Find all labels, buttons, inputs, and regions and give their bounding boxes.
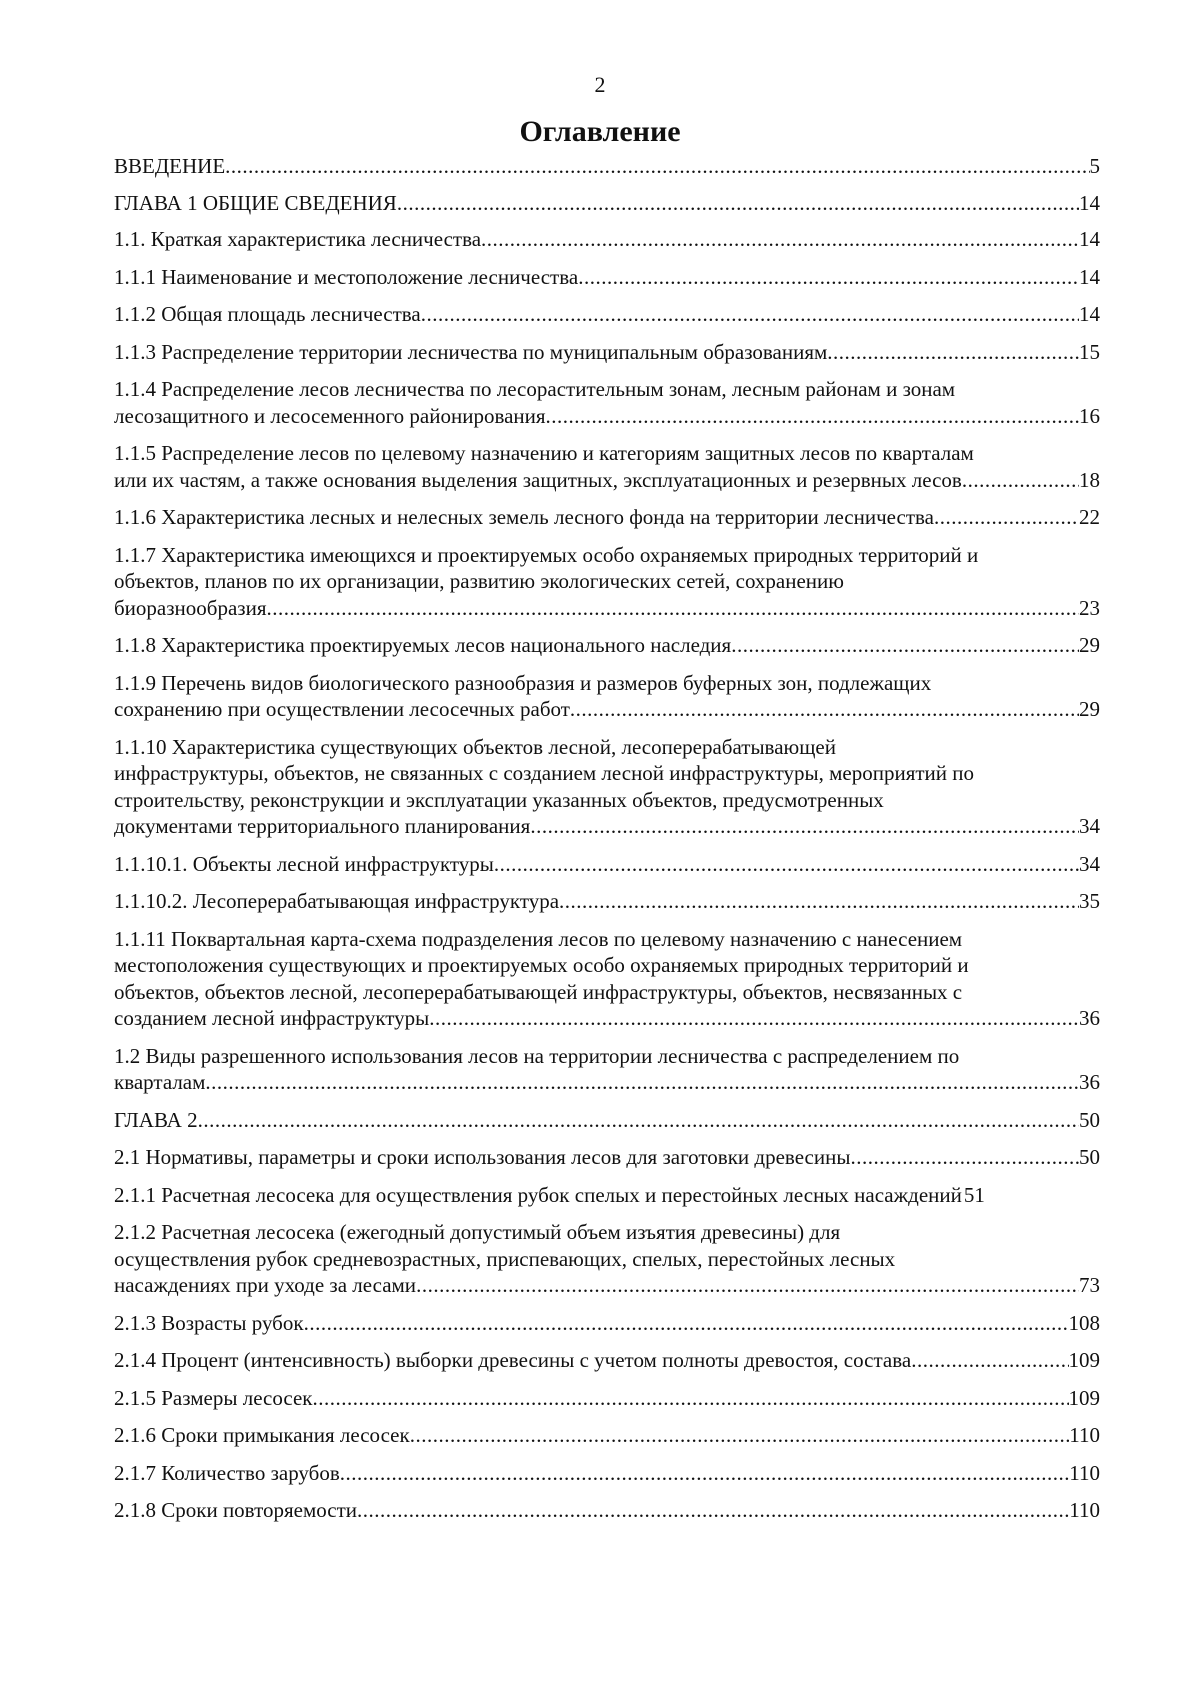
toc-entry-page: 14: [1079, 227, 1100, 251]
toc-entry[interactable]: [114, 339, 1100, 366]
toc-entry-line: объектов, планов по их организации, развитию экологических сетей, сохранению: [114, 569, 844, 593]
toc-entry-line: 1.2 Виды разрешенного использования лесов на территории лесничества с распределением по: [114, 1043, 960, 1068]
toc-entry[interactable]: [114, 1460, 1100, 1487]
toc-entry-title: биоразнообразия: [114, 595, 267, 620]
toc-entry-last-line: [114, 1497, 1100, 1524]
dot-leader: [481, 226, 1079, 253]
dot-leader: [416, 1272, 1079, 1299]
toc-entry-last-line: [114, 301, 1100, 328]
toc-entry[interactable]: [114, 153, 1100, 180]
dot-leader: [205, 1069, 1079, 1096]
toc-entry[interactable]: [114, 504, 1100, 531]
toc-entry-title: 1.1.10.1. Объекты лесной инфраструктуры: [114, 851, 494, 876]
dot-leader: [397, 190, 1079, 217]
toc-entry-page: 14: [1079, 264, 1100, 289]
toc-entry-title: ВВЕДЕНИЕ: [114, 154, 226, 178]
toc-entry[interactable]: [114, 1107, 1100, 1134]
toc-entry[interactable]: [114, 1182, 1100, 1209]
toc-entry-title: сохранению при осуществлении лесосечных работ: [114, 697, 570, 721]
dot-leader: [827, 339, 1079, 366]
toc-entry-line: объектов, объектов лесной, лесоперерабатывающей инфраструктуры, объектов, несвязанных с: [114, 979, 963, 1004]
toc-entry-line: инфраструктуры, объектов, не связанных с созданием лесной инфраструктуры, мероприятий по: [114, 761, 975, 785]
dot-leader: [731, 632, 1079, 659]
toc-entry-title: 2.1.3 Возрасты рубок: [114, 1310, 304, 1335]
toc-entry-title: или их частям, а также основания выделения защитных, эксплуатационных и резервных лесов: [114, 467, 962, 492]
toc-entry[interactable]: [114, 542, 1100, 622]
toc-entry-title: 2.1.8 Сроки повторяемости: [114, 1498, 358, 1522]
toc-entry-page: 109: [1068, 1385, 1100, 1410]
toc-entry-last-line: [114, 1385, 1100, 1412]
toc-entry[interactable]: [114, 440, 1100, 493]
toc-entry[interactable]: [114, 734, 1100, 840]
toc-entry-page: 29: [1079, 697, 1100, 721]
dot-leader: [570, 696, 1079, 723]
toc-entry-page: 73: [1079, 1273, 1100, 1297]
toc-entry-last-line: [114, 595, 1100, 622]
dot-leader: [198, 1107, 1079, 1134]
toc-entry-last-line: [114, 1144, 1100, 1171]
dot-leader: [421, 301, 1079, 328]
toc-entry-page: 22: [1079, 505, 1100, 529]
dot-leader: [578, 264, 1079, 291]
toc-entry-title: 2.1.7 Количество зарубов: [114, 1460, 340, 1485]
toc-entry-last-line: [114, 1005, 1100, 1032]
toc-entry-last-line: [114, 1422, 1100, 1449]
toc-entry-page: 34: [1079, 851, 1100, 876]
toc-entry-line: местоположения существующих и проектируемых особо охраняемых природных территорий и: [114, 953, 969, 977]
dot-leader: [494, 851, 1079, 878]
toc-entry-last-line: [114, 504, 1100, 531]
toc-entry-last-line: [114, 632, 1100, 659]
toc-entry-title: 1.1. Краткая характеристика лесничества: [114, 227, 482, 251]
toc-entry-line: 2.1.2 Расчетная лесосека (ежегодный допустимый объем изъятия древесины) для: [114, 1220, 841, 1244]
toc-entry-title: ГЛАВА 2: [114, 1107, 198, 1132]
toc-entry[interactable]: [114, 1497, 1100, 1524]
toc-entry-last-line: [114, 264, 1100, 291]
toc-entry-title: документами территориального планирования: [114, 814, 531, 838]
toc-entry[interactable]: [114, 1219, 1100, 1299]
toc-entry-page: 18: [1079, 467, 1100, 492]
toc-entry-last-line: [114, 1460, 1100, 1487]
toc-entry-title: 1.1.2 Общая площадь лесничества: [114, 302, 421, 326]
toc-entry[interactable]: [114, 670, 1100, 723]
toc-entry-last-line: [114, 467, 1100, 494]
dot-leader: [962, 467, 1079, 494]
toc-entry-page: 15: [1079, 339, 1100, 364]
toc-entry[interactable]: [114, 1310, 1100, 1337]
toc-entry-title: 2.1.6 Сроки примыкания лесосек: [114, 1423, 410, 1447]
toc-entry-last-line: [114, 1069, 1100, 1096]
toc-entry-last-line: [114, 888, 1100, 915]
toc-entry-line: строительству, реконструкции и эксплуатации указанных объектов, предусмотренных: [114, 787, 884, 812]
toc-entry-page: 14: [1079, 190, 1100, 215]
toc-entry-last-line: [114, 339, 1100, 366]
toc-entry-title: 1.1.1 Наименование и местоположение лесничества: [114, 264, 579, 289]
toc-entry[interactable]: [114, 1385, 1100, 1412]
toc-entry-last-line: [114, 1107, 1100, 1134]
toc-entry[interactable]: [114, 301, 1100, 328]
toc-entry[interactable]: [114, 632, 1100, 659]
toc-entry-page: 108: [1068, 1310, 1100, 1335]
toc-entry-page: 16: [1079, 403, 1100, 428]
toc-entry-title: 1.1.10.2. Лесоперерабатывающая инфраструктура: [114, 889, 560, 913]
toc-entry-page: 35: [1079, 889, 1100, 913]
toc-entry-line: 1.1.4 Распределение лесов лесничества по лесорастительным зонам, лесным районам и зонам: [114, 377, 956, 401]
toc-entry-title: кварталам: [114, 1070, 206, 1094]
toc-entry-last-line: [114, 153, 1100, 180]
dot-leader: [530, 813, 1079, 840]
dot-leader: [304, 1310, 1069, 1337]
toc-entry[interactable]: [114, 926, 1100, 1032]
toc-entry-title: лесозащитного и лесосеменного районирования: [114, 403, 546, 428]
toc-entry[interactable]: [114, 1347, 1100, 1374]
toc-entry-line: 1.1.7 Характеристика имеющихся и проектируемых особо охраняемых природных территорий и: [114, 542, 979, 567]
toc-entry-title: ГЛАВА 1 ОБЩИЕ СВЕДЕНИЯ: [114, 190, 397, 215]
toc-entry[interactable]: [114, 264, 1100, 291]
toc-entry-title: насаждениях при уходе за лесами: [114, 1273, 417, 1297]
toc-entry-page: 51: [963, 1182, 985, 1207]
toc-entry-page: 110: [1069, 1460, 1100, 1485]
toc-entry-last-line: [114, 1272, 1100, 1299]
dot-leader: [546, 403, 1079, 430]
toc-entry-line: 1.1.9 Перечень видов биологического разнообразия и размеров буферных зон, подлежащих: [114, 670, 932, 695]
toc-entry-page: 34: [1079, 814, 1100, 838]
table-of-contents: [114, 153, 1100, 1535]
toc-entry-page: 109: [1068, 1348, 1100, 1372]
toc-entry-title: 1.1.8 Характеристика проектируемых лесов национального наследия: [114, 633, 732, 657]
dot-leader: [313, 1385, 1069, 1412]
toc-entry-title: 2.1.1 Расчетная лесосека для осуществления рубок спелых и перестойных лесных насаждений: [114, 1182, 962, 1207]
toc-entry-page: 50: [1079, 1107, 1100, 1132]
toc-entry-last-line: [114, 1347, 1100, 1374]
toc-entry-title: 2.1 Нормативы, параметры и сроки использования лесов для заготовки древесины: [114, 1145, 851, 1169]
dot-leader: [266, 595, 1079, 622]
toc-entry-title: 1.1.3 Распределение территории лесничества по муниципальным образованиям: [114, 339, 828, 364]
dot-leader: [850, 1144, 1079, 1171]
toc-entry-page: 5: [1089, 154, 1100, 178]
toc-entry-page: 36: [1079, 1006, 1100, 1030]
toc-entry-title: созданием лесной инфраструктуры: [114, 1006, 430, 1030]
toc-entry-page: 23: [1079, 595, 1100, 620]
toc-entry[interactable]: [114, 888, 1100, 915]
toc-entry-last-line: [114, 190, 1100, 217]
toc-entry-page: 36: [1079, 1070, 1100, 1094]
toc-entry[interactable]: [114, 1144, 1100, 1171]
toc-entry-line: 1.1.5 Распределение лесов по целевому назначению и категориям защитных лесов по кварталам: [114, 441, 974, 465]
toc-entry-last-line: [114, 851, 1100, 878]
toc-entry-last-line: [114, 1182, 1100, 1209]
dot-leader: [340, 1460, 1070, 1487]
toc-entry-line: осуществления рубок средневозрастных, приспевающих, спелых, перестойных лесных: [114, 1246, 896, 1271]
toc-entry-line: 1.1.11 Поквартальная карта-схема подразделения лесов по целевому назначению с нанесением: [114, 926, 963, 951]
toc-entry[interactable]: [114, 376, 1100, 429]
toc-entry[interactable]: [114, 1043, 1100, 1096]
toc-entry-title: 1.1.6 Характеристика лесных и нелесных земель лесного фонда на территории лесничества: [114, 505, 934, 529]
page-number: 2: [594, 72, 606, 97]
toc-entry-page: 110: [1069, 1498, 1100, 1522]
toc-entry-line: 1.1.10 Характеристика существующих объектов лесной, лесоперерабатывающей: [114, 734, 836, 759]
dot-leader: [429, 1005, 1079, 1032]
dot-leader: [911, 1347, 1068, 1374]
toc-entry-last-line: [114, 226, 1100, 253]
toc-entry-page: 14: [1079, 302, 1100, 326]
dot-leader: [934, 504, 1079, 531]
toc-entry-page: 29: [1079, 633, 1100, 657]
toc-entry-last-line: [114, 813, 1100, 840]
toc-entry-last-line: [114, 696, 1100, 723]
toc-entry-page: 110: [1069, 1423, 1100, 1447]
dot-leader: [410, 1422, 1070, 1449]
toc-entry-title: 2.1.5 Размеры лесосек: [114, 1385, 313, 1410]
toc-entry[interactable]: [114, 226, 1100, 253]
toc-entry[interactable]: [114, 851, 1100, 878]
page-title: Оглавление: [519, 115, 681, 148]
dot-leader: [559, 888, 1079, 915]
toc-entry-last-line: [114, 1310, 1100, 1337]
toc-entry[interactable]: [114, 190, 1100, 217]
dot-leader: [225, 153, 1089, 180]
toc-entry[interactable]: [114, 1422, 1100, 1449]
dot-leader: [357, 1497, 1069, 1524]
toc-entry-title: 2.1.4 Процент (интенсивность) выборки древесины с учетом полноты древостоя, состава: [114, 1348, 912, 1372]
toc-entry-page: 50: [1079, 1145, 1100, 1169]
toc-entry-last-line: [114, 403, 1100, 430]
